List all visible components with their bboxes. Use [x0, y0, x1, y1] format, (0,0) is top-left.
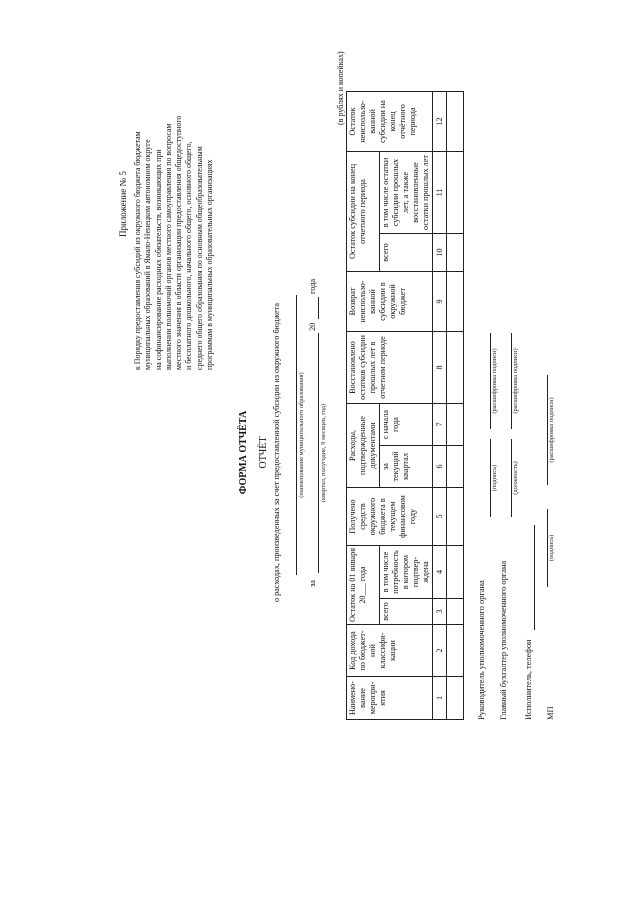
header-unused: Остаток неиспользо-ванной субсидии на конец отчётного периода [347, 91, 433, 151]
appendix-line: муниципальных образований в Ямало-Ненецком автономном округе [143, 139, 153, 370]
appendix-line: и бесплатного дошкольного, начального общего, основного общего, [184, 141, 194, 370]
header-end-balance: Остаток субсидии на конец отчетного периода [347, 151, 380, 271]
sig-accountant-label: Главный бухгалтер уполномоченного органа [499, 560, 508, 720]
column-number: 1 [433, 677, 447, 720]
table-cell [447, 677, 464, 720]
column-number: 5 [433, 488, 447, 546]
period-prefix: за [308, 579, 317, 587]
units-note: (в рублях и копейках) [336, 51, 345, 125]
column-number: 12 [433, 91, 447, 151]
appendix-line: среднего общего образования по основным общеобразовательным [194, 146, 204, 370]
table-cell [447, 625, 464, 677]
appendix-line: к Порядку предоставления субсидий из окружного бюджета бюджетам [133, 131, 142, 370]
period-caption: (квартал, полугодие, 9 месяцев, год) [320, 403, 327, 503]
header-exp-quarter: за текущий квартал [380, 446, 433, 488]
sig-executor-label: Исполнитель, телефон [524, 639, 533, 720]
column-number: 7 [433, 403, 447, 445]
header-restored: Восстановлено остатков субсидии прошлых лет в отчетном периоде [347, 331, 433, 403]
sig-accountant-decoding-caption: (расшифровка подписи) [512, 348, 519, 414]
header-end-incl: в том числе остатки субсидии прошлых лет, а также восстановленные остатки прошлых лет [380, 151, 433, 233]
period-year-suffix: года [308, 278, 317, 294]
appendix-line: выполнении полномочий органов местного самоуправления по вопросам [163, 123, 173, 370]
header-received: Получено средств окружного бюджета в текущем финансовом году [347, 488, 433, 546]
column-number: 3 [433, 599, 447, 625]
header-code: Код дохода по бюджет-ной классифи-кации [347, 625, 433, 677]
header-balance-need: в том числе потребность в котором подтвер-ждена [380, 546, 433, 599]
column-number: 6 [433, 446, 447, 488]
table-cell [447, 546, 464, 599]
municipality-caption: (наименование муниципального образования) [298, 372, 305, 498]
table-cell [447, 488, 464, 546]
column-number: 2 [433, 625, 447, 677]
report-subtitle: о расходах, произведенных за счет предоставленной субсидии из окружного бюджета [272, 302, 281, 603]
table-cell [447, 446, 464, 488]
stamp-place: МП [546, 706, 555, 720]
table-cell [447, 91, 464, 151]
sig-executor-signature-caption: (подпись) [548, 534, 555, 562]
sig-executor-phone-line [534, 525, 535, 630]
table-cell [447, 151, 464, 233]
header-returned: Возврат неиспользо-ванной субсидии в окружной бюджет [347, 271, 433, 331]
period-year-line [318, 297, 319, 319]
form-title: ФОРМА ОТЧЁТА [238, 410, 249, 495]
sig-accountant-position-caption: (должность) [512, 461, 519, 495]
sig-head-decoding-caption: (расшифровка подписи) [491, 348, 498, 414]
column-number: 8 [433, 331, 447, 403]
table-cell [447, 271, 464, 331]
column-number: 4 [433, 546, 447, 599]
table-cell [447, 331, 464, 403]
header-balance: Остаток на 01 января 20___ года [347, 546, 380, 625]
appendix-line: местного значения в области организации предоставления общедоступного [174, 115, 184, 370]
table-cell [447, 233, 464, 271]
report-title: ОТЧЁТ [258, 436, 269, 469]
column-number: 10 [433, 233, 447, 271]
header-expenses: Расходы, подтвержденные документами [347, 403, 380, 487]
appendix-line: программам в муниципальных образовательных организациях [204, 159, 214, 370]
municipality-line [296, 295, 297, 575]
header-end-total: всего [380, 233, 433, 271]
appendix-text [133, 0, 215, 370]
sig-head-label: Руководитель уполномоченного органа [477, 580, 486, 720]
table-cell [447, 403, 464, 445]
period-line [318, 333, 319, 573]
period-year-prefix: 20 [308, 322, 317, 331]
header-name: Наимено-вание меропри-ятия [347, 677, 433, 720]
appendix-title: Приложение № 5 [118, 171, 128, 237]
sig-head-signature-caption: (подпись) [491, 464, 498, 492]
appendix-line: на софинансирование расходных обязательств, возникающих при [153, 149, 163, 370]
column-number: 9 [433, 271, 447, 331]
header-balance-total: всего [380, 599, 433, 625]
column-number: 11 [433, 151, 447, 233]
report-table [346, 91, 464, 720]
sig-executor-decoding-caption: (расшифровка подписи) [548, 397, 555, 463]
header-exp-start: с начала года [380, 403, 433, 445]
table-cell [447, 599, 464, 625]
